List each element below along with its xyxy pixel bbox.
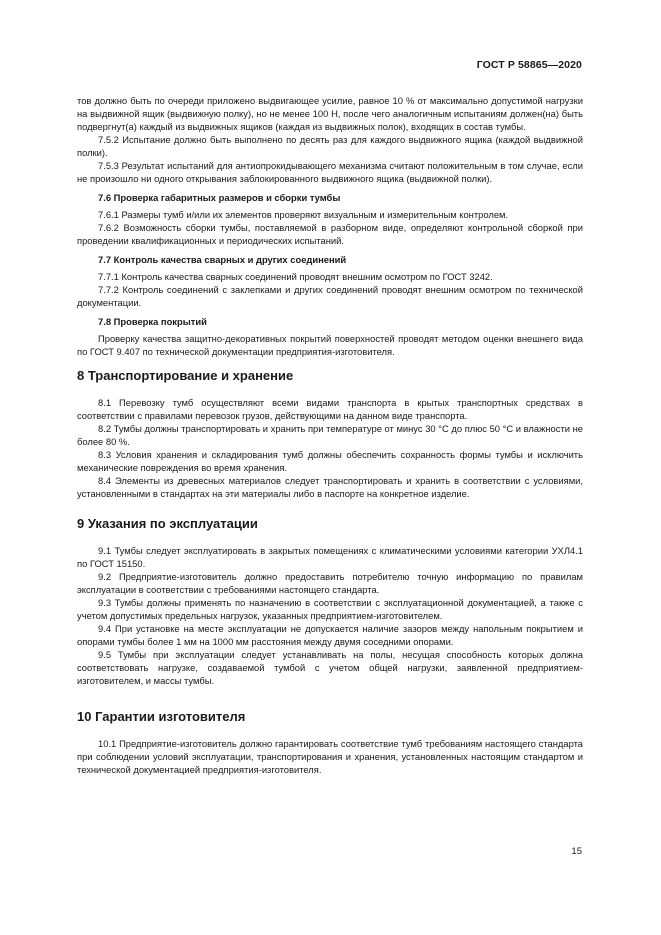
paragraph: 8.4 Элементы из древесных материалов следует транспортировать и хранить в соответствии с условиями, установленными в стандартах на эти материалы либо в паспорте на конкретное изделие.	[77, 475, 583, 499]
paragraph-continuation: тов должно быть по очереди приложено выдвигающее усилие, равное 10 % от максимально допустимой нагрузки на выдвижной ящик (выдвижную полку), но не менее 100 Н, после чего аналогичным испытаниям должен(на) быть подвергнут(а) каждый из выдвижных ящиков (каждая из выдвижных полок), входящих в состав тумбы.	[77, 95, 583, 132]
paragraph: 8.2 Тумбы должны транспортировать и хранить при температуре от минус 30 °С до плюс 50 °С и влажности не более 80 %.	[77, 423, 583, 447]
paragraph: 9.1 Тумбы следует эксплуатировать в закрытых помещениях с климатическими условиями категории УХЛ4.1 по ГОСТ 15150.	[77, 545, 583, 569]
paragraph: 10.1 Предприятие-изготовитель должно гарантировать соответствие тумб требованиям настоящего стандарта при соблюдении условий эксплуатации, транспортирования и хранения, установленных настоящим стандартом и технической документацией предприятия-изготовителя.	[77, 738, 583, 775]
subsection-heading: 7.6 Проверка габаритных размеров и сборки тумбы	[98, 192, 341, 203]
page-number: 15	[571, 846, 582, 857]
document-body	[77, 94, 583, 776]
section-heading: 8 Транспортирование и хранение	[77, 368, 294, 383]
subsection-heading: 7.8 Проверка покрытий	[98, 316, 207, 327]
subsection-heading: 7.7 Контроль качества сварных и других соединений	[98, 254, 347, 265]
paragraph: 9.4 При установке на месте эксплуатации не допускается наличие зазоров между напольным покрытием и опорами тумбы более 1 мм на 1000 мм расстояния между двумя соседними опорами.	[77, 623, 583, 647]
paragraph: 7.6.1 Размеры тумб и/или их элементов проверяют визуальным и измерительным контролем.	[98, 209, 509, 220]
paragraph: 9.5 Тумбы при эксплуатации следует устанавливать на полы, несущая способность которых должна соответствовать нагрузке, создаваемой тумбой с учетом общей нагрузки, заявленной предприятием-изготовителем, и массы тумбы.	[77, 649, 583, 686]
paragraph: 9.3 Тумбы должны применять по назначению в соответствии с эксплуатационной документацией, а также с учетом допустимых предельных нагрузок, указанных предприятием-изготовителем.	[77, 597, 583, 621]
paragraph: 7.5.2 Испытание должно быть выполнено по десять раз для каждого выдвижного ящика (каждой выдвижной полки).	[77, 134, 583, 158]
standard-code: ГОСТ Р 58865—2020	[476, 59, 582, 71]
paragraph: 8.3 Условия хранения и складирования тумб должны обеспечить сохранность формы тумбы и исключить механические повреждения во время хранения.	[77, 449, 583, 473]
paragraph: Проверку качества защитно-декоративных покрытий поверхностей проводят методом оценки внешнего вида по ГОСТ 9.407 по технической документации предприятия-изготовителя.	[77, 333, 583, 357]
paragraph: 7.5.3 Результат испытаний для антиопрокидывающего механизма считают положительным в том случае, если не произошло ни одного открывания заблокированного выдвижного ящика (выдвижной полки).	[77, 160, 583, 184]
paragraph: 7.6.2 Возможность сборки тумбы, поставляемой в разборном виде, определяют контрольной сборкой при проведении квалификационных и периодических испытаний.	[77, 222, 583, 246]
paragraph: 7.7.2 Контроль соединений с заклепками и других соединений проводят внешним осмотром по технической документации.	[77, 284, 583, 308]
paragraph: 7.7.1 Контроль качества сварных соединений проводят внешним осмотром по ГОСТ 3242.	[98, 271, 493, 282]
paragraph: 9.2 Предприятие-изготовитель должно предоставить потребителю точную информацию по правилам эксплуатации в соответствии с требованиями настоящего стандарта.	[77, 571, 583, 595]
paragraph: 8.1 Перевозку тумб осуществляют всеми видами транспорта в крытых транспортных средствах в соответствии с правилами перевозок грузов, действующими на данном виде транспорта.	[77, 397, 583, 421]
section-heading: 10 Гарантии изготовителя	[77, 709, 246, 724]
section-heading: 9 Указания по эксплуатации	[77, 516, 258, 531]
